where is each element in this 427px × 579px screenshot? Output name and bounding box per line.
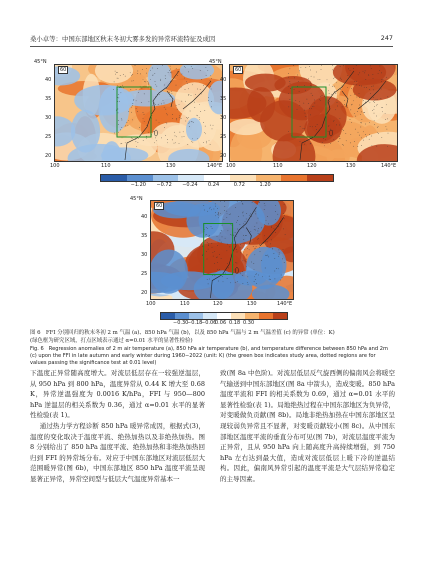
vector-reference-a: 60 bbox=[60, 67, 67, 73]
colorbar-swatch bbox=[217, 313, 231, 319]
colorbar-swatch bbox=[231, 313, 245, 319]
colorbar-tick-label: 1.20 bbox=[259, 182, 271, 188]
lon-tick-c-130: 130 bbox=[247, 301, 257, 307]
body-column-left bbox=[30, 368, 205, 485]
colorbar-ab bbox=[100, 174, 334, 182]
colorbar-swatch bbox=[189, 313, 203, 319]
lon-tick-c-120: 120 bbox=[213, 301, 223, 307]
lat-tick-b-25: 25 bbox=[220, 134, 227, 140]
colorbar-swatch bbox=[161, 313, 175, 319]
lat-tick-a-45: 45°N bbox=[34, 59, 47, 65]
map-panel-a bbox=[54, 64, 223, 162]
colorbar-swatch bbox=[259, 313, 273, 319]
colorbar-swatch bbox=[307, 175, 333, 181]
lat-tick-c-25: 25 bbox=[141, 271, 148, 277]
paragraph: 通过热力学方程诊断 850 hPa 暖异常成因，根据式(3)，温度的变化取决于温度平流、绝热加热以及非绝热加热。图 8 分别给出了 850 hPa 温度平流、绝热加热和非绝热加热回归到 FFI 的异常场分布。对应于中国东部地区对流层低层大范围暖异常(图 6b)，中国东部地区 850 hPa 温度平流呈现显著正异常，异常空间型与低层大气温度异常基本一 bbox=[30, 421, 205, 483]
paragraph: 致(图 8a 中色阶)。对流层低层反气旋西侧的偏南风会将暖空气输送到中国东部地区(图 8a 中箭头)，造成变暖。850 hPa 温度平流和 FFI 的相关系数为 0.69，通过 α=0.01 水平的显著性检验(表 1)。局地绝热过程在中国东部地区为负异常，对变暖做负贡献(图 8b)。局地非绝热加热在中国东部地区呈现较弱负异常且不显著，对变暖贡献较小(图 8c)。从中国东部地区温度平流的垂直分布可见(图 7b)，对流层温度平流为正异常，且从 950 hPa 向上随高度升高持续增强，到 750 hPa 左右达到最大值，造成对流层低层上暖下冷的逆温结构。因此，偏南风异常引起的温度平流是大气层结异常稳定的主导因素。 bbox=[220, 369, 395, 483]
lon-tick-c-140: 140°E bbox=[277, 301, 293, 307]
lat-tick-a-35: 35 bbox=[45, 96, 52, 102]
colorbar-tick-label: −0.30 bbox=[173, 320, 189, 326]
running-header bbox=[30, 34, 393, 47]
lon-tick-a-110: 110 bbox=[101, 163, 111, 169]
lat-tick-a-40: 40 bbox=[45, 77, 52, 83]
caption-zh-line1: 图 6 FFI 分别回归的秋末冬初 2 m 气温 (a)、850 hPa 气温 (b)，以及 850 hPa 气温与 2 m 气温差值 (c) 的异常 (单位：K) bbox=[30, 330, 335, 336]
colorbar-tick-label: 0.24 bbox=[208, 182, 220, 188]
lat-tick-b-45: 45°N bbox=[209, 59, 222, 65]
lat-tick-c-45: 45°N bbox=[130, 196, 143, 202]
header-authors-title: 桑小卓等：中国东部地区秋末冬初大雾多发的异常环流特征及成因 bbox=[30, 35, 216, 43]
colorbar-tick-label: 0.18 bbox=[229, 320, 241, 326]
colorbar-swatch bbox=[153, 175, 179, 181]
lat-tick-b-20: 20 bbox=[220, 153, 227, 159]
lon-tick-b-120: 120 bbox=[307, 163, 317, 169]
colorbar-swatch bbox=[127, 175, 153, 181]
colorbar-swatch bbox=[175, 313, 189, 319]
colorbar-tick-label: 0.06 bbox=[215, 320, 227, 326]
caption-zh-line2: (绿色框为研究区域，打点区域表示通过 α=0.01 水平的显著性检验) bbox=[30, 337, 193, 344]
lat-tick-c-40: 40 bbox=[141, 214, 148, 220]
lon-tick-c-100: 100 bbox=[146, 301, 156, 307]
colorbar-swatch bbox=[203, 313, 217, 319]
colorbar-tick-label: −0.06 bbox=[201, 320, 217, 326]
colorbar-swatch bbox=[230, 175, 256, 181]
colorbar-swatch bbox=[204, 175, 230, 181]
colorbar-tick-label: −0.24 bbox=[182, 182, 198, 188]
lon-tick-c-110: 110 bbox=[180, 301, 190, 307]
vector-reference-c: 60 bbox=[156, 203, 163, 209]
lat-tick-a-30: 30 bbox=[45, 115, 52, 121]
colorbar-swatch bbox=[281, 175, 307, 181]
colorbar-swatch bbox=[245, 313, 259, 319]
lat-tick-b-35: 35 bbox=[220, 96, 227, 102]
colorbar-swatch bbox=[101, 175, 127, 181]
lon-tick-b-140: 140°E bbox=[381, 163, 397, 169]
lat-tick-c-30: 30 bbox=[141, 252, 148, 258]
colorbar-tick-label: −0.72 bbox=[156, 182, 172, 188]
lon-tick-a-100: 100 bbox=[50, 163, 60, 169]
body-column-right bbox=[220, 368, 395, 485]
colorbar-tick-label: 0.30 bbox=[243, 320, 255, 326]
colorbar-swatch bbox=[256, 175, 282, 181]
lon-tick-a-140: 140°E bbox=[207, 163, 223, 169]
lon-tick-b-100: 100 bbox=[226, 163, 236, 169]
lat-tick-c-20: 20 bbox=[141, 290, 148, 296]
lat-tick-a-20: 20 bbox=[45, 153, 52, 159]
lat-tick-b-40: 40 bbox=[220, 77, 227, 83]
header-page-number: 247 bbox=[380, 34, 393, 42]
figure-caption-en: Fig. 6 Regression anomalies of 2 m air temperature (a), 850 hPa air temperature (b), and temperature difference between 850 hPa and 2m (c) upon the FFI in late autumn and early winter during 1960−2022 (unit: K) (the green box indicates study area, dotted regions are for values passing the significance test at 0.01 level) bbox=[30, 346, 388, 366]
colorbar-c bbox=[160, 312, 288, 320]
colorbar-swatch bbox=[178, 175, 204, 181]
paragraph: 下温度正异常随高度增大。对流层低层存在一较强逆温层，从 950 hPa 到 800 hPa，温度异常从 0.44 K 增大至 0.68 K，异常逆温强度为 0.0016 K/hPa，FFI 与 950—800 hPa 逆温层的相关系数为 0.36，通过 α=0.01 水平的显著性检验(表 1)。 bbox=[30, 369, 205, 420]
vector-reference-b: 60 bbox=[235, 67, 242, 73]
lat-tick-a-25: 25 bbox=[45, 134, 52, 140]
lon-tick-b-110: 110 bbox=[273, 163, 283, 169]
colorbar-tick-label: −1.20 bbox=[130, 182, 146, 188]
lon-tick-a-130: 130 bbox=[166, 163, 176, 169]
lon-tick-b-130: 130 bbox=[346, 163, 356, 169]
colorbar-swatch bbox=[273, 313, 287, 319]
lat-tick-b-30: 30 bbox=[220, 115, 227, 121]
map-panel-b bbox=[229, 64, 398, 162]
colorbar-tick-label: 0.72 bbox=[233, 182, 245, 188]
figure-caption-zh bbox=[30, 330, 393, 345]
lat-tick-c-35: 35 bbox=[141, 233, 148, 239]
colorbar-tick-label: −0.18 bbox=[187, 320, 203, 326]
map-panel-c bbox=[150, 200, 294, 300]
